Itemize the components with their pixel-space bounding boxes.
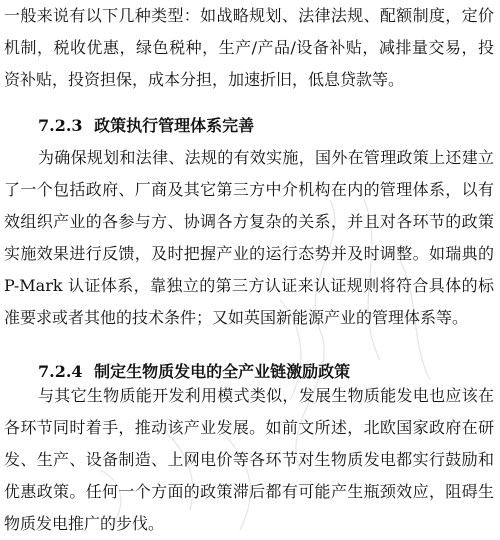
section-number: 7.2.3 xyxy=(38,116,83,135)
section-heading-7-2-3 xyxy=(4,110,494,142)
section-title: 政策执行管理体系完善 xyxy=(94,116,255,135)
text-line: 优惠政策。任何一个方面的政策滞后都有可能产生瓶颈效应，阻碍生 xyxy=(4,482,494,501)
text-line: 了一个包括政府、厂商及其它第三方中介机构在内的管理体系，以有 xyxy=(4,180,494,199)
text-line: 各环节同时着手，推动该产业发展。如前文所述，北欧国家政府在研 xyxy=(4,418,494,437)
section-number: 7.2.4 xyxy=(38,362,83,381)
text-line: P-Mark 认证体系，靠独立的第三方认证来认证规则将符合具体的标 xyxy=(4,276,494,295)
paragraph-types xyxy=(4,0,494,96)
text-line: 准要求或者其他的技术条件；又如英国新能源产业的管理体系等。 xyxy=(4,308,469,327)
text-line: 为确保规划和法律、法规的有效实施，国外在管理政策上还建立 xyxy=(38,148,494,167)
paragraph-management-system xyxy=(4,142,494,334)
text-line: 实施效果进行反馈，及时把握产业的运行态势并及时调整。如瑞典的 xyxy=(4,244,494,263)
text-line: 物质发电推广的步伐。 xyxy=(4,514,165,533)
section-title: 制定生物质发电的全产业链激励政策 xyxy=(94,362,351,381)
text-line: 资补贴，投资担保，成本分担，加速折旧，低息贷款等。 xyxy=(4,70,405,89)
text-line: 效组织产业的各参与方、协调各方复杂的关系，并且对各环节的政策 xyxy=(4,212,494,231)
text-line: 一般来说有以下几种类型：如战略规划、法律法规、配额制度，定价 xyxy=(4,6,494,25)
text-line: 机制，税收优惠，绿色税种，生产/产品/设备补贴，减排量交易，投 xyxy=(4,38,494,57)
text-line: 与其它生物质能开发利用模式类似，发展生物质能发电也应该在 xyxy=(38,386,494,405)
paragraph-incentive-policy xyxy=(4,380,494,540)
text-line: 发、生产、设备制造、上网电价等各环节对生物质发电都实行鼓励和 xyxy=(4,450,494,469)
